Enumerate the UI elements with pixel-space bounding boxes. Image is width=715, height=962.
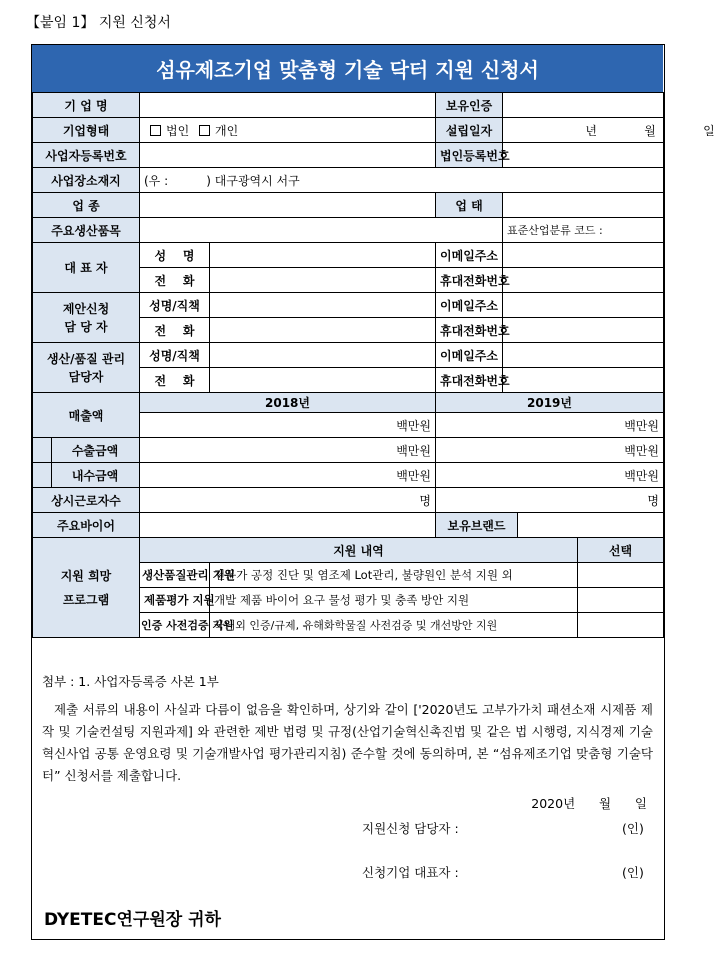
est-month: 월 — [644, 123, 656, 138]
rep-phone-field[interactable] — [210, 268, 436, 293]
production-email-field[interactable] — [503, 343, 664, 368]
program-item-desc: 국내외 인증/규제, 유해화학물질 사전검증 및 개선방안 지원 — [210, 613, 578, 638]
attachment-label: 【붙임 1】 지원 신청서 — [26, 15, 171, 31]
proposal-mobile-label: 휴대전화번호 — [436, 318, 503, 343]
business-field[interactable] — [503, 193, 664, 218]
employees-2019-field[interactable]: 명 — [436, 488, 664, 513]
production-email-label: 이메일주소 — [436, 343, 503, 368]
est-year: 년 — [585, 123, 597, 138]
program-label: 지원 희망 프로그램 — [33, 538, 140, 638]
biz-reg-field[interactable] — [140, 143, 436, 168]
est-date-field[interactable] — [503, 118, 715, 143]
form-table — [32, 92, 715, 638]
rep-email-label: 이메일주소 — [436, 243, 503, 268]
industry-field[interactable] — [140, 193, 436, 218]
submit-date: 2020년 월 일 — [531, 796, 647, 811]
applicant-rep-label: 신청기업 대표자 : — [362, 865, 459, 880]
rep-phone-label: 전 화 — [140, 268, 210, 293]
employees-2018-field[interactable]: 명 — [140, 488, 436, 513]
proposal-email-label: 이메일주소 — [436, 293, 503, 318]
domestic-2018-field[interactable]: 백만원 — [140, 463, 436, 488]
industry-code-field[interactable]: 표준산업분류 코드 : — [503, 218, 664, 243]
program-item-desc: 개발 제품 바이어 요구 물성 평가 및 충족 방안 지원 — [210, 588, 578, 613]
production-mobile-field[interactable] — [503, 368, 664, 393]
rep-name-label: 성 명 — [140, 243, 210, 268]
program-item-desc: 전문가 공정 진단 및 염조제 Lot관리, 불량원인 분석 지원 외 — [210, 563, 578, 588]
proposal-manager-label: 제안신청 담 당 자 — [33, 293, 140, 343]
production-manager-label: 생산/품질 관리 담당자 — [33, 343, 140, 393]
application-form — [31, 44, 715, 940]
company-type-label: 기업형태 — [33, 118, 140, 143]
declaration — [32, 657, 663, 815]
buyer-field[interactable] — [140, 513, 436, 538]
corp-checkbox[interactable] — [150, 125, 161, 136]
buyer-label: 주요바이어 — [33, 513, 140, 538]
proposal-name-field[interactable] — [210, 293, 436, 318]
industry-label: 업 종 — [33, 193, 140, 218]
address-field[interactable]: (우 : ) 대구광역시 서구 — [140, 168, 664, 193]
year-2019-header: 2019년 — [436, 393, 664, 413]
cert-field[interactable] — [503, 93, 664, 118]
program-select-cell[interactable] — [578, 563, 664, 588]
domestic-label: 내수금액 — [71, 468, 119, 483]
biz-reg-label: 사업자등록번호 — [33, 143, 140, 168]
rep-email-field[interactable] — [503, 243, 664, 268]
proposal-name-label: 성명/직책 — [140, 293, 210, 318]
business-label: 업 태 — [436, 193, 503, 218]
program-select-header: 선택 — [578, 538, 664, 563]
rep-name-field[interactable] — [210, 243, 436, 268]
brand-field[interactable] — [518, 513, 664, 538]
production-name-label: 성명/직책 — [140, 343, 210, 368]
products-field[interactable] — [140, 218, 503, 243]
cert-label: 보유인증 — [436, 93, 503, 118]
corp-option-label: 법인 — [166, 123, 190, 138]
rep-mobile-field[interactable] — [503, 268, 664, 293]
company-name-label: 기 업 명 — [33, 93, 140, 118]
program-item-name: 제품평가 지원 — [140, 588, 210, 613]
form-title: 섬유제조기업 맞춤형 기술 닥터 지원 신청서 — [32, 45, 663, 93]
sales-2018-field[interactable]: 백만원 — [140, 413, 436, 438]
export-label: 수출금액 — [71, 443, 119, 458]
est-date-label: 설립일자 — [436, 118, 503, 143]
brand-label: 보유브랜드 — [436, 513, 518, 538]
year-2018-header: 2018년 — [140, 393, 436, 413]
applicant-rep-seal[interactable]: (인) — [622, 865, 644, 880]
export-2018-field[interactable]: 백만원 — [140, 438, 436, 463]
company-type-options — [140, 118, 436, 143]
rep-mobile-label: 휴대전화번호 — [436, 268, 503, 293]
individual-checkbox[interactable] — [199, 125, 210, 136]
domestic-label-cell — [33, 463, 140, 488]
proposal-phone-label: 전 화 — [140, 318, 210, 343]
production-name-field[interactable] — [210, 343, 436, 368]
company-name-field[interactable] — [140, 93, 436, 118]
proposal-phone-field[interactable] — [210, 318, 436, 343]
program-item-name: 생산품질관리 지원 — [140, 563, 210, 588]
applicant-manager-label: 지원신청 담당자 : — [362, 821, 459, 836]
products-label: 주요생산품목 — [33, 218, 140, 243]
production-phone-field[interactable] — [210, 368, 436, 393]
address-label: 사업장소재지 — [33, 168, 140, 193]
rep-label: 대 표 자 — [33, 243, 140, 293]
export-label-cell — [33, 438, 140, 463]
est-day: 일 — [703, 123, 715, 138]
corp-reg-label: 법인등록번호 — [436, 143, 503, 168]
domestic-2019-field[interactable]: 백만원 — [436, 463, 664, 488]
proposal-mobile-field[interactable] — [503, 318, 664, 343]
individual-option-label: 개인 — [215, 123, 239, 138]
addressee: DYETEC연구원장 귀하 — [44, 910, 221, 930]
sales-2019-field[interactable]: 백만원 — [436, 413, 664, 438]
program-select-cell[interactable] — [578, 613, 664, 638]
declaration-text: 제출 서류의 내용이 사실과 다름이 없음을 확인하며, 상기와 같이 ['2020년도 고부가가치 패션소재 시제품 제작 및 기술컨설팅 지원과제] 와 관련한 제반 법령 및 규정(산업기술혁신촉진법 및 같은 법 시행령, 지식경제 기술혁신사업 공통 운영요령 및 기술개발사업 평가관리지침) 준수할 것에 동의하며, 본 “섬유제조기업 맞춤형 기술닥터” 신청서를 제출합니다. — [42, 702, 653, 783]
attachment-note: 첨부 : 1. 사업자등록증 사본 1부 — [42, 674, 219, 689]
program-select-cell[interactable] — [578, 588, 664, 613]
proposal-email-field[interactable] — [503, 293, 664, 318]
export-2019-field[interactable]: 백만원 — [436, 438, 664, 463]
production-phone-label: 전 화 — [140, 368, 210, 393]
program-item-name: 인증 사전검증 지원 — [140, 613, 210, 638]
program-content-header: 지원 내역 — [140, 538, 578, 563]
employees-label: 상시근로자수 — [33, 488, 140, 513]
sales-label: 매출액 — [33, 393, 140, 438]
production-mobile-label: 휴대전화번호 — [436, 368, 503, 393]
corp-reg-field[interactable] — [503, 143, 664, 168]
applicant-manager-seal[interactable]: (인) — [622, 821, 644, 836]
